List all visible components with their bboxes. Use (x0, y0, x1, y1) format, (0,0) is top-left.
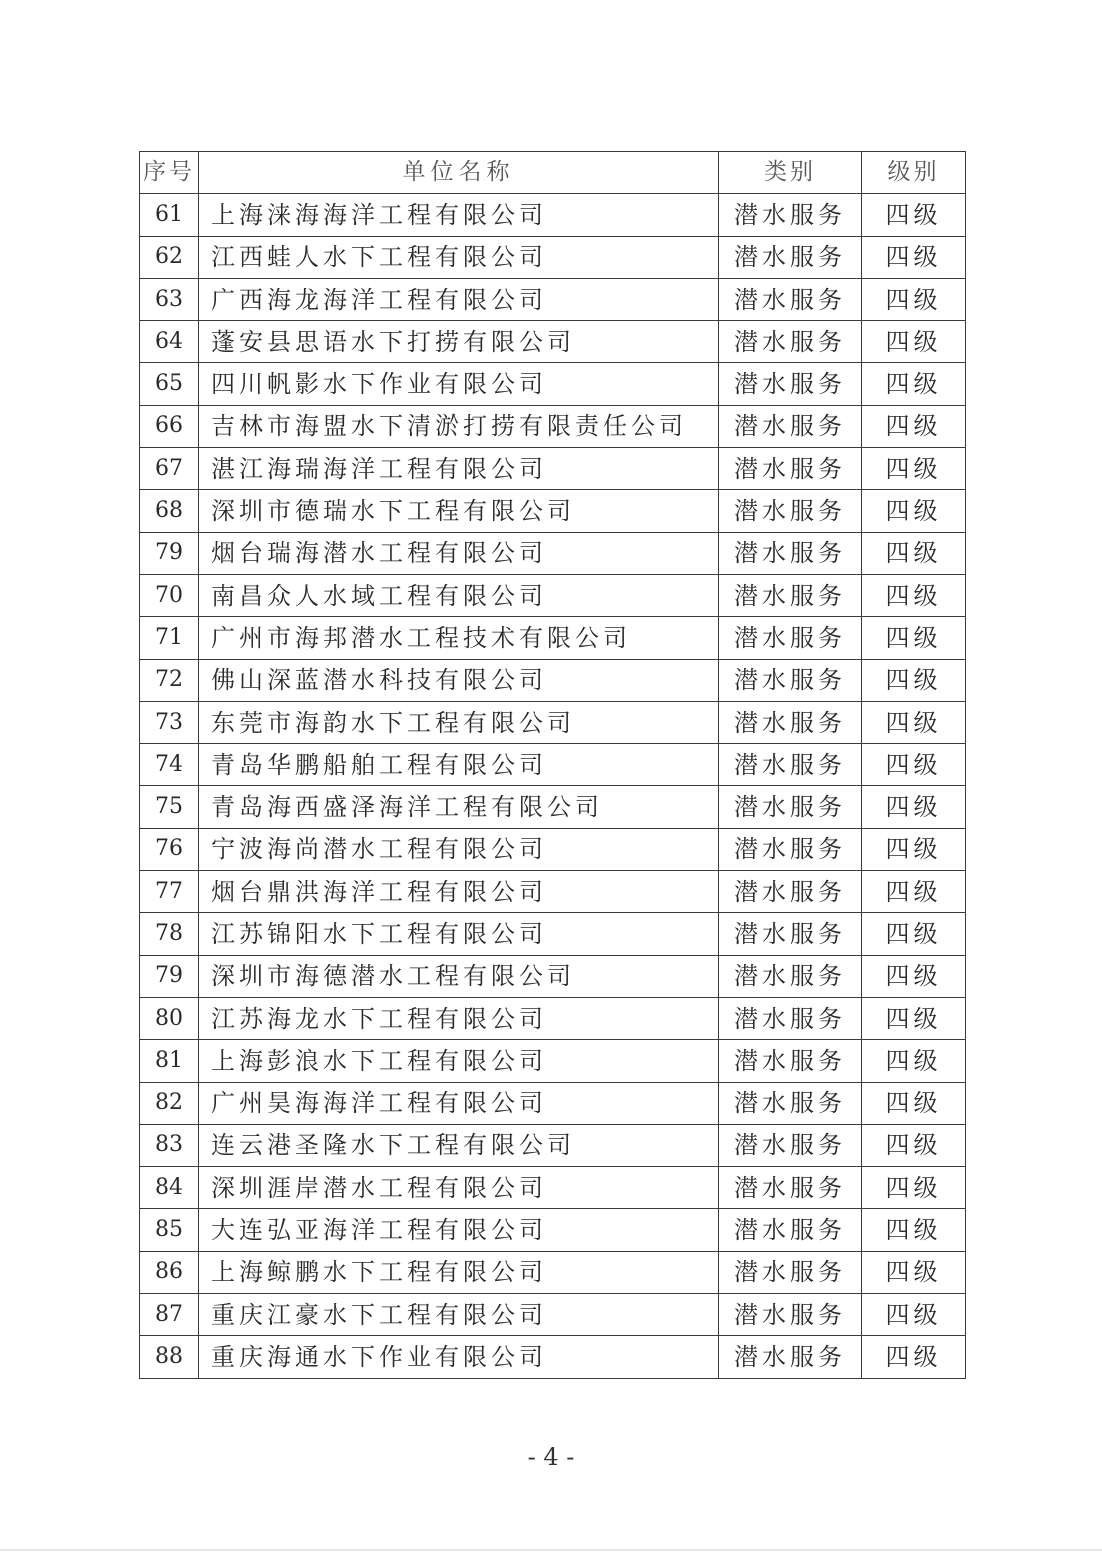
table-row (140, 1209, 966, 1251)
cell-level: 四级 (862, 786, 966, 828)
table-row (140, 194, 966, 236)
cell-level: 四级 (862, 997, 966, 1039)
cell-serial-number: 75 (140, 786, 199, 828)
cell-level: 四级 (862, 1251, 966, 1293)
cell-serial-number: 73 (140, 701, 199, 743)
cell-company-name: 广州市海邦潜水工程技术有限公司 (199, 617, 719, 659)
cell-level: 四级 (862, 1124, 966, 1166)
cell-company-name: 江苏海龙水下工程有限公司 (199, 997, 719, 1039)
cell-level: 四级 (862, 321, 966, 363)
cell-serial-number: 82 (140, 1082, 199, 1124)
cell-level: 四级 (862, 236, 966, 278)
cell-category: 潜水服务 (719, 1040, 862, 1082)
cell-serial-number: 62 (140, 236, 199, 278)
table-row (140, 1336, 966, 1378)
cell-level: 四级 (862, 1294, 966, 1336)
table-row (140, 1040, 966, 1082)
cell-company-name: 四川帆影水下作业有限公司 (199, 363, 719, 405)
cell-category: 潜水服务 (719, 871, 862, 913)
table-row (140, 1124, 966, 1166)
table-row (140, 828, 966, 870)
cell-company-name: 蓬安县思语水下打捞有限公司 (199, 321, 719, 363)
table-header-row (140, 152, 966, 194)
cell-serial-number: 68 (140, 490, 199, 532)
cell-level: 四级 (862, 1336, 966, 1378)
table-row (140, 659, 966, 701)
cell-category: 潜水服务 (719, 236, 862, 278)
cell-level: 四级 (862, 448, 966, 490)
scan-edge-divider (0, 1549, 1102, 1551)
table-row (140, 532, 966, 574)
cell-level: 四级 (862, 532, 966, 574)
cell-category: 潜水服务 (719, 997, 862, 1039)
cell-level: 四级 (862, 278, 966, 320)
table-row (140, 871, 966, 913)
cell-serial-number: 63 (140, 278, 199, 320)
cell-serial-number: 70 (140, 574, 199, 616)
table-row (140, 997, 966, 1039)
cell-level: 四级 (862, 701, 966, 743)
cell-level: 四级 (862, 744, 966, 786)
cell-category: 潜水服务 (719, 913, 862, 955)
header-level: 级别 (862, 152, 966, 194)
cell-company-name: 上海涞海海洋工程有限公司 (199, 194, 719, 236)
cell-serial-number: 81 (140, 1040, 199, 1082)
cell-serial-number: 88 (140, 1336, 199, 1378)
cell-level: 四级 (862, 1082, 966, 1124)
cell-company-name: 湛江海瑞海洋工程有限公司 (199, 448, 719, 490)
cell-category: 潜水服务 (719, 1082, 862, 1124)
cell-category: 潜水服务 (719, 1209, 862, 1251)
cell-serial-number: 86 (140, 1251, 199, 1293)
cell-company-name: 深圳市海德潜水工程有限公司 (199, 955, 719, 997)
header-serial-number: 序号 (140, 152, 199, 194)
cell-level: 四级 (862, 617, 966, 659)
cell-category: 潜水服务 (719, 1124, 862, 1166)
table-row (140, 1082, 966, 1124)
cell-serial-number: 79 (140, 955, 199, 997)
table-row (140, 490, 966, 532)
cell-serial-number: 64 (140, 321, 199, 363)
table-row (140, 278, 966, 320)
cell-category: 潜水服务 (719, 659, 862, 701)
cell-company-name: 宁波海尚潜水工程有限公司 (199, 828, 719, 870)
cell-category: 潜水服务 (719, 955, 862, 997)
cell-company-name: 深圳涯岸潜水工程有限公司 (199, 1167, 719, 1209)
cell-category: 潜水服务 (719, 363, 862, 405)
cell-category: 潜水服务 (719, 278, 862, 320)
cell-category: 潜水服务 (719, 828, 862, 870)
cell-company-name: 上海鲸鹏水下工程有限公司 (199, 1251, 719, 1293)
table-row (140, 405, 966, 447)
company-table (139, 151, 966, 1379)
table-row (140, 363, 966, 405)
cell-category: 潜水服务 (719, 744, 862, 786)
cell-category: 潜水服务 (719, 194, 862, 236)
cell-company-name: 连云港圣隆水下工程有限公司 (199, 1124, 719, 1166)
cell-level: 四级 (862, 955, 966, 997)
cell-company-name: 深圳市德瑞水下工程有限公司 (199, 490, 719, 532)
cell-company-name: 青岛海西盛泽海洋工程有限公司 (199, 786, 719, 828)
cell-company-name: 江苏锦阳水下工程有限公司 (199, 913, 719, 955)
cell-serial-number: 71 (140, 617, 199, 659)
table-row (140, 236, 966, 278)
cell-serial-number: 65 (140, 363, 199, 405)
cell-level: 四级 (862, 1167, 966, 1209)
cell-level: 四级 (862, 405, 966, 447)
table-row (140, 321, 966, 363)
cell-company-name: 大连弘亚海洋工程有限公司 (199, 1209, 719, 1251)
cell-level: 四级 (862, 1040, 966, 1082)
cell-category: 潜水服务 (719, 490, 862, 532)
cell-serial-number: 76 (140, 828, 199, 870)
cell-serial-number: 87 (140, 1294, 199, 1336)
cell-serial-number: 77 (140, 871, 199, 913)
table-row (140, 574, 966, 616)
cell-category: 潜水服务 (719, 1167, 862, 1209)
table-row (140, 786, 966, 828)
cell-category: 潜水服务 (719, 405, 862, 447)
cell-serial-number: 85 (140, 1209, 199, 1251)
cell-level: 四级 (862, 363, 966, 405)
table-row (140, 913, 966, 955)
page-number: - 4 - (527, 1443, 575, 1471)
table-row (140, 1251, 966, 1293)
cell-company-name: 南昌众人水域工程有限公司 (199, 574, 719, 616)
cell-level: 四级 (862, 574, 966, 616)
table-row (140, 1294, 966, 1336)
cell-company-name: 广西海龙海洋工程有限公司 (199, 278, 719, 320)
cell-category: 潜水服务 (719, 701, 862, 743)
cell-company-name: 广州昊海海洋工程有限公司 (199, 1082, 719, 1124)
cell-serial-number: 83 (140, 1124, 199, 1166)
table-row (140, 701, 966, 743)
table-body (140, 194, 966, 1378)
cell-company-name: 上海彭浪水下工程有限公司 (199, 1040, 719, 1082)
table-row (140, 1167, 966, 1209)
cell-category: 潜水服务 (719, 321, 862, 363)
cell-category: 潜水服务 (719, 574, 862, 616)
cell-level: 四级 (862, 871, 966, 913)
cell-category: 潜水服务 (719, 1251, 862, 1293)
cell-company-name: 佛山深蓝潜水科技有限公司 (199, 659, 719, 701)
cell-company-name: 青岛华鹏船舶工程有限公司 (199, 744, 719, 786)
table-row (140, 617, 966, 659)
cell-category: 潜水服务 (719, 1294, 862, 1336)
cell-company-name: 东莞市海韵水下工程有限公司 (199, 701, 719, 743)
cell-serial-number: 72 (140, 659, 199, 701)
cell-level: 四级 (862, 490, 966, 532)
cell-company-name: 烟台鼎洪海洋工程有限公司 (199, 871, 719, 913)
cell-serial-number: 80 (140, 997, 199, 1039)
table-row (140, 744, 966, 786)
cell-level: 四级 (862, 913, 966, 955)
cell-company-name: 重庆海通水下作业有限公司 (199, 1336, 719, 1378)
cell-company-name: 吉林市海盟水下清淤打捞有限责任公司 (199, 405, 719, 447)
cell-serial-number: 78 (140, 913, 199, 955)
cell-serial-number: 67 (140, 448, 199, 490)
cell-serial-number: 79 (140, 532, 199, 574)
cell-category: 潜水服务 (719, 1336, 862, 1378)
cell-company-name: 江西蛙人水下工程有限公司 (199, 236, 719, 278)
cell-level: 四级 (862, 828, 966, 870)
cell-level: 四级 (862, 1209, 966, 1251)
cell-serial-number: 61 (140, 194, 199, 236)
table-row (140, 955, 966, 997)
cell-serial-number: 84 (140, 1167, 199, 1209)
table-row (140, 448, 966, 490)
cell-category: 潜水服务 (719, 617, 862, 659)
cell-company-name: 烟台瑞海潜水工程有限公司 (199, 532, 719, 574)
cell-level: 四级 (862, 194, 966, 236)
cell-category: 潜水服务 (719, 448, 862, 490)
cell-category: 潜水服务 (719, 532, 862, 574)
cell-category: 潜水服务 (719, 786, 862, 828)
cell-serial-number: 66 (140, 405, 199, 447)
cell-company-name: 重庆江豪水下工程有限公司 (199, 1294, 719, 1336)
cell-serial-number: 74 (140, 744, 199, 786)
header-company-name: 单位名称 (199, 152, 719, 194)
cell-level: 四级 (862, 659, 966, 701)
header-category: 类别 (719, 152, 862, 194)
